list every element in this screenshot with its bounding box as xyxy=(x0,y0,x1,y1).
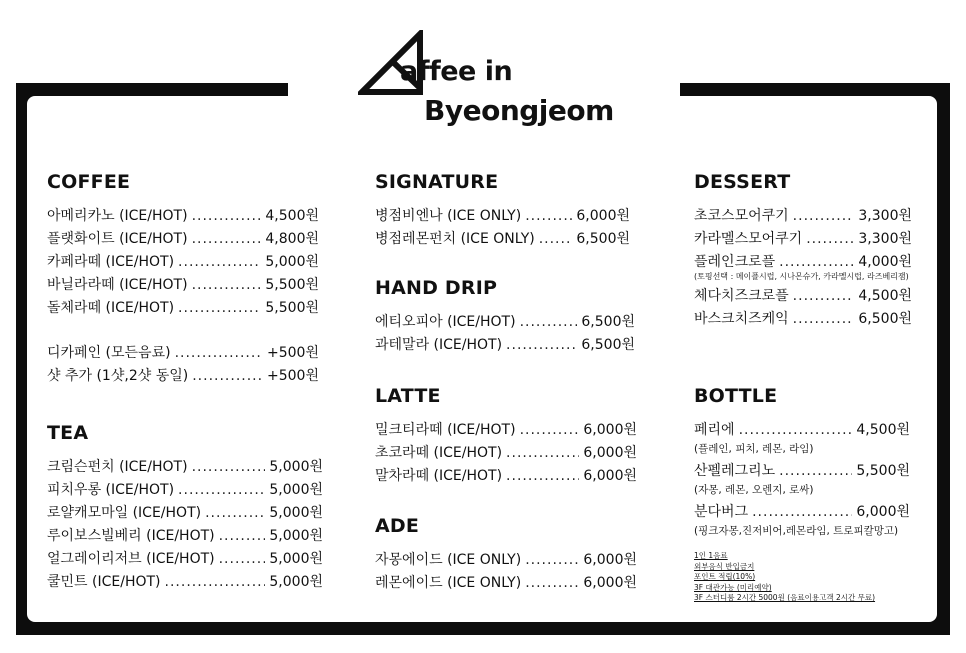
menu-item: 얼그레이리저브 (ICE/HOT) ..... 5,000원 xyxy=(47,548,323,571)
menu-item: 분다버그 ..... 6,000원 xyxy=(694,501,910,524)
brand-logo xyxy=(358,30,618,130)
extra-option: 디카페인 (모든음료) ..... +500원 xyxy=(47,342,319,365)
menu-item: 병점비엔나 (ICE ONLY) ..... 6,000원 xyxy=(375,205,630,228)
section-title-signature: SIGNATURE xyxy=(375,171,499,193)
menu-item: 플레인크로플 ..... 4,000원 xyxy=(694,251,912,274)
item-note: (자몽, 레몬, 오렌지, 로싸) xyxy=(694,484,814,496)
menu-item: 돌체라떼 (ICE/HOT) ..... 5,500원 xyxy=(47,297,319,320)
menu-item: 크림슨펀치 (ICE/HOT) ..... 5,000원 xyxy=(47,456,323,479)
ade-section xyxy=(375,515,637,595)
item-note: (플레인, 피치, 레몬, 라임) xyxy=(694,443,814,455)
menu-item: 바스크치즈케익 ..... 6,500원 xyxy=(694,308,912,331)
menu-item: 카라멜스모어쿠기 ..... 3,300원 xyxy=(694,228,912,251)
brand-line2: Byeongjeom xyxy=(424,94,614,127)
menu-item: 루이보스빌베리 (ICE/HOT) ..... 5,000원 xyxy=(47,525,323,548)
section-title-tea: TEA xyxy=(47,422,89,444)
menu-item: 말차라떼 (ICE/HOT) ..... 6,000원 xyxy=(375,465,637,488)
menu-item: 산펠레그리노 ..... 5,500원 xyxy=(694,460,910,483)
item-note: (핑크자몽,진저비어,레몬라임, 트로피칼망고) xyxy=(694,525,899,537)
menu-item: 밀크티라떼 (ICE/HOT) ..... 6,000원 xyxy=(375,419,637,442)
menu-item: 자몽에이드 (ICE ONLY) ..... 6,000원 xyxy=(375,549,637,572)
footnote: 3F 대관가능 (미리예약) xyxy=(694,582,772,592)
menu-item: 병점레몬펀치 (ICE ONLY) ..... 6,500원 xyxy=(375,228,630,251)
section-title-dessert: DESSERT xyxy=(694,171,791,193)
footnote: 포인트 적립(10%) xyxy=(694,572,756,581)
latte-section xyxy=(375,385,637,488)
menu-item: 과테말라 (ICE/HOT) ..... 6,500원 xyxy=(375,334,635,357)
tea-section xyxy=(47,422,323,594)
extra-option: 샷 추가 (1샷,2샷 동일) ..... +500원 xyxy=(47,365,319,388)
menu-item: 체다치즈크로플 ..... 4,500원 xyxy=(694,285,912,308)
menu-item: 페리에 ..... 4,500원 xyxy=(694,419,910,442)
footnote: 1인 1음료 xyxy=(694,551,728,560)
signature-section xyxy=(375,171,630,251)
menu-item: 아메리카노 (ICE/HOT) ..... 4,500원 xyxy=(47,205,319,228)
menu-item: 에티오피아 (ICE/HOT) ..... 6,500원 xyxy=(375,311,635,334)
bottle-section xyxy=(694,385,910,542)
footnote: 외부음식 반입금지 xyxy=(694,561,755,571)
menu-item: 로얄캐모마일 (ICE/HOT) ..... 5,000원 xyxy=(47,502,323,525)
item-note: (토핑선택 : 메이플시럽, 시나몬슈가, 카라멜시럽, 라즈베리잼) xyxy=(694,272,909,281)
section-title-bottle: BOTTLE xyxy=(694,385,778,407)
hand-drip-section xyxy=(375,277,635,357)
menu-item: 바닐라라떼 (ICE/HOT) ..... 5,500원 xyxy=(47,274,319,297)
menu-item: 쿨민트 (ICE/HOT) ..... 5,000원 xyxy=(47,571,323,594)
section-title-ade: ADE xyxy=(375,515,420,537)
section-title-latte: LATTE xyxy=(375,385,441,407)
menu-item: 피치우롱 (ICE/HOT) ..... 5,000원 xyxy=(47,479,323,502)
brand-line1: affee in xyxy=(400,56,513,87)
menu-item: 플랫화이트 (ICE/HOT) ..... 4,800원 xyxy=(47,228,319,251)
section-title-coffee: COFFEE xyxy=(47,171,131,193)
menu-item: 레몬에이드 (ICE ONLY) ..... 6,000원 xyxy=(375,572,637,595)
dessert-section xyxy=(694,171,912,331)
house-rules xyxy=(694,551,875,604)
menu-item: 카페라떼 (ICE/HOT) ..... 5,000원 xyxy=(47,251,319,274)
coffee-section xyxy=(47,171,319,388)
footnote: 3F 스터디룸 2시간 5000원 (음료이용고객 2시간 무료) xyxy=(694,593,876,602)
menu-item: 초코스모어쿠기 ..... 3,300원 xyxy=(694,205,912,228)
menu-item: 초코라떼 (ICE/HOT) ..... 6,000원 xyxy=(375,442,637,465)
section-title-hand-drip: HAND DRIP xyxy=(375,277,498,299)
